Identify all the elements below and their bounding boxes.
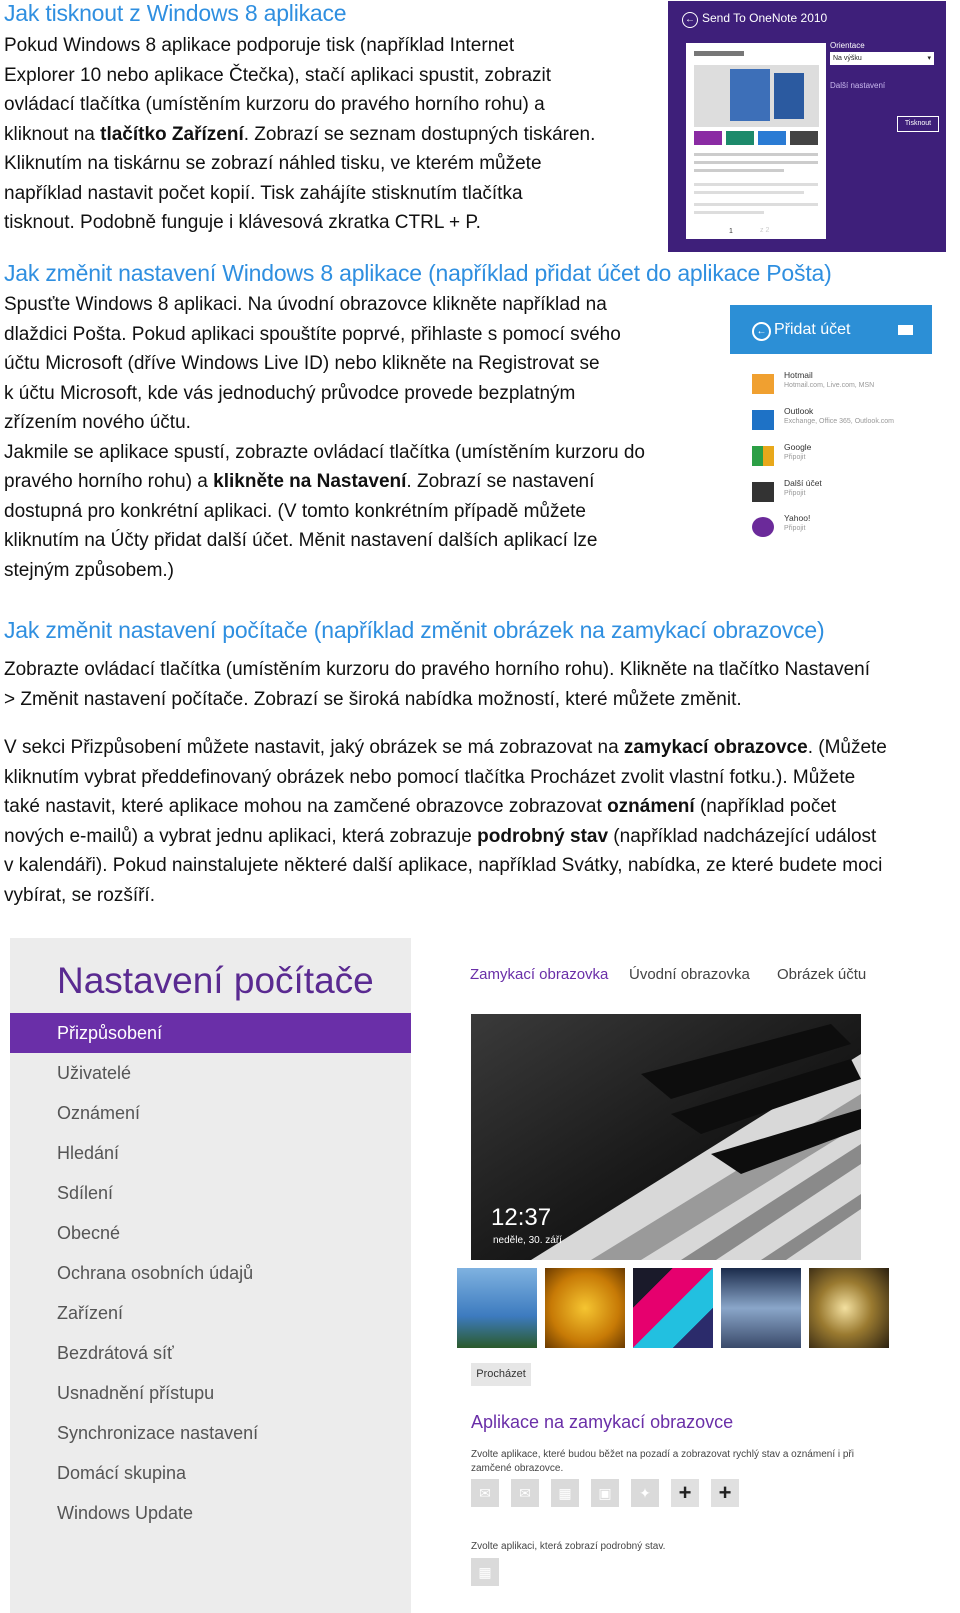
- thumbnail-nautilus[interactable]: [809, 1268, 889, 1348]
- heading-pc-settings: Jak změnit nastavení počítače (například změnit obrázek na zamykací obrazovce): [4, 617, 825, 643]
- menu-item-privacy[interactable]: Ochrana osobních údajů: [57, 1263, 254, 1283]
- menu-item-windows-update[interactable]: Windows Update: [57, 1503, 194, 1523]
- account-yahoo[interactable]: [752, 513, 942, 545]
- account-name: Yahoo!: [784, 513, 811, 523]
- orientation-select[interactable]: Na výšku ▾: [830, 52, 934, 65]
- account-sub: Připojit: [784, 525, 806, 532]
- tab-account-picture[interactable]: Obrázek účtu: [777, 966, 867, 983]
- text-line: kliknutím vybrat předdefinovaný obrázek nebo pomocí tlačítka Procházet zvolit vlastní fotku.). Můžete: [4, 766, 856, 788]
- thumbnail-space-needle[interactable]: [457, 1268, 537, 1348]
- print-dialog-title: ← Send To OneNote 2010: [682, 11, 827, 28]
- account-name: Outlook: [784, 406, 814, 416]
- text-line: k účtu Microsoft, kde vás jednoduchý průvodce provede bezplatným: [4, 382, 576, 404]
- lock-apps-heading: Aplikace na zamykací obrazovce: [471, 1412, 734, 1432]
- text-line: tisknout. Podobně funguje i klávesová zkratka CTRL + P.: [4, 212, 481, 233]
- text-line: nových e-mailů) a vybrat jednu aplikaci, která zobrazuje podrobný stav (například nadcházející událost: [4, 825, 877, 847]
- account-sub: Exchange, Office 365, Outlook.com: [784, 418, 894, 425]
- menu-item-notifications[interactable]: Oznámení: [57, 1103, 141, 1123]
- page-number-input[interactable]: 1: [726, 226, 754, 238]
- text-line: Spusťte Windows 8 aplikaci. Na úvodní obrazovce klikněte například na: [4, 294, 607, 315]
- text-line: Pokud Windows 8 aplikace podporuje tisk (například Internet: [4, 35, 515, 56]
- back-arrow-icon: ←: [682, 12, 698, 28]
- text-line: Kliknutím na tiskárnu se zobrazí náhled tisku, ve kterém můžete: [4, 153, 542, 174]
- menu-item-users[interactable]: Uživatelé: [57, 1063, 132, 1083]
- account-sub: Připojit: [784, 454, 806, 461]
- menu-item-search[interactable]: Hledání: [57, 1143, 120, 1163]
- store-icon[interactable]: ▣: [591, 1479, 619, 1507]
- menu-item-sync[interactable]: Synchronizace nastavení: [57, 1423, 259, 1443]
- paragraph-app-settings: [4, 290, 645, 585]
- add-account-header: [730, 305, 932, 354]
- text-line: zřízením nového účtu.: [4, 412, 191, 433]
- mail-icon: [898, 325, 913, 335]
- paragraph-print: [4, 31, 595, 238]
- menu-item-wireless[interactable]: Bezdrátová síť: [57, 1343, 174, 1363]
- text-line: pravého horního rohu) a klikněte na Nastavení. Zobrazí se nastavení: [4, 471, 595, 492]
- text-line: Zobrazte ovládací tlačítka (umístěním kurzoru do pravého horního rohu). Klikněte na tlačítko Nastavení: [4, 659, 870, 680]
- tab-lock-screen[interactable]: Zamykací obrazovka: [470, 966, 609, 983]
- google-icon: [752, 446, 774, 466]
- pc-settings-title: Nastavení počítače: [57, 960, 374, 1001]
- text-line: stejným způsobem.): [4, 559, 175, 581]
- weather-icon[interactable]: ✦: [631, 1479, 659, 1507]
- text-line: V sekci Přizpůsobení můžete nastavit, jaký obrázek se má zobrazovat na zamykací obrazovce. (Můžete: [4, 737, 887, 758]
- outlook-icon: [752, 410, 774, 430]
- mail-icon[interactable]: ✉: [511, 1479, 539, 1507]
- thumbnail-tunnel[interactable]: [721, 1268, 801, 1348]
- text-line: kliknout na tlačítko Zařízení. Zobrazí se seznam dostupných tiskáren.: [4, 123, 596, 145]
- heading-app-settings: Jak změnit nastavení Windows 8 aplikace (například přidat účet do aplikace Pošta): [4, 260, 832, 286]
- paragraph-pc-settings-2: [4, 733, 956, 910]
- orientation-label: Orientace: [830, 41, 865, 50]
- text-line: také nastavit, které aplikace mohou na zamčené obrazovce zobrazovat oznámení (například počet: [4, 796, 837, 817]
- account-outlook[interactable]: [752, 406, 942, 438]
- menu-item-homegroup[interactable]: Domácí skupina: [57, 1463, 187, 1483]
- lock-screen-settings: [463, 938, 960, 1613]
- thumbnail-honeycomb[interactable]: [545, 1268, 625, 1348]
- lock-date: neděle, 30. září: [493, 1235, 562, 1246]
- add-account-screenshot: [730, 305, 935, 550]
- account-name: Další účet: [784, 478, 822, 488]
- more-settings-link[interactable]: Další nastavení: [830, 81, 886, 90]
- text-line: vybírat, se rozšíří.: [4, 884, 155, 906]
- yahoo-icon: [752, 517, 774, 537]
- lock-apps-description: Zvolte aplikace, které budou běžet na pozadí a zobrazovat rychlý stav a oznámení i při zamčené obrazovce.: [471, 1449, 854, 1474]
- add-app-icon[interactable]: +: [671, 1479, 699, 1507]
- text-line: účtu Microsoft (dříve Windows Live ID) nebo klikněte na Registrovat se: [4, 353, 600, 374]
- pc-settings-menu: [10, 938, 411, 1613]
- calendar-icon[interactable]: ▦: [471, 1558, 499, 1586]
- calendar-icon[interactable]: ▦: [551, 1479, 579, 1507]
- text-line: > Změnit nastavení počítače. Zobrazí se široká nabídka možností, které můžete změnit.: [4, 688, 742, 710]
- text-line: ovládací tlačítka (umístěním kurzoru do pravého horního rohu) a: [4, 94, 545, 115]
- menu-item-general[interactable]: Obecné: [57, 1223, 121, 1243]
- menu-item-personalize[interactable]: Přizpůsobení: [10, 1013, 411, 1053]
- add-account-title: Přidat účet: [774, 321, 851, 338]
- text-line: Explorer 10 nebo aplikace Čtečka), stačí aplikaci spustit, zobrazit: [4, 64, 552, 86]
- add-app-icon[interactable]: +: [711, 1479, 739, 1507]
- back-arrow-icon[interactable]: ←: [752, 322, 771, 341]
- chevron-down-icon: ▾: [927, 55, 931, 62]
- mail-icon: [752, 482, 774, 502]
- heading-print: Jak tisknout z Windows 8 aplikace: [4, 0, 347, 26]
- detailed-status-description: Zvolte aplikaci, která zobrazí podrobný stav.: [471, 1541, 666, 1552]
- text-line: dostupná pro konkrétní aplikaci. (V tomto konkrétním případě můžete: [4, 500, 586, 522]
- message-icon[interactable]: ✉: [471, 1479, 499, 1507]
- page-count: z 2: [760, 227, 770, 234]
- tab-start-screen[interactable]: Úvodní obrazovka: [629, 966, 750, 983]
- print-button[interactable]: Tisknout: [897, 116, 939, 132]
- account-hotmail[interactable]: [752, 370, 942, 402]
- account-sub: Hotmail.com, Live.com, MSN: [784, 382, 875, 389]
- account-name: Google: [784, 442, 812, 452]
- text-line: dlaždici Pošta. Pokud aplikaci spouštíte poprvé, přihlaste s pomocí svého: [4, 323, 621, 345]
- print-preview-page: [686, 43, 826, 239]
- paragraph-pc-settings-1: [4, 655, 956, 714]
- account-other[interactable]: [752, 478, 942, 510]
- browse-button[interactable]: Procházet: [471, 1363, 531, 1386]
- menu-item-share[interactable]: Sdílení: [57, 1183, 114, 1203]
- text-line: v kalendáři). Pokud nainstalujete některé další aplikace, například Svátky, nabídka, ze které budete moci: [4, 855, 883, 876]
- text-line: například nastavit počet kopií. Tisk zahájíte stisknutím tlačítka: [4, 182, 523, 204]
- hotmail-icon: [752, 374, 774, 394]
- menu-item-devices[interactable]: Zařízení: [57, 1303, 124, 1323]
- account-google[interactable]: [752, 442, 942, 474]
- text-line: kliknutím na Účty přidat další účet. Měnit nastavení dalších aplikací lze: [4, 530, 598, 551]
- account-name: Hotmail: [784, 370, 813, 380]
- menu-item-ease-of-access[interactable]: Usnadnění přístupu: [57, 1383, 215, 1403]
- thumbnail-abstract[interactable]: [633, 1268, 713, 1348]
- print-dialog-screenshot: [668, 1, 946, 252]
- account-sub: Připojit: [784, 490, 806, 497]
- lock-clock: 12:37: [491, 1204, 552, 1231]
- text-line: Jakmile se aplikace spustí, zobrazte ovládací tlačítka (umístěním kurzoru do: [4, 441, 645, 463]
